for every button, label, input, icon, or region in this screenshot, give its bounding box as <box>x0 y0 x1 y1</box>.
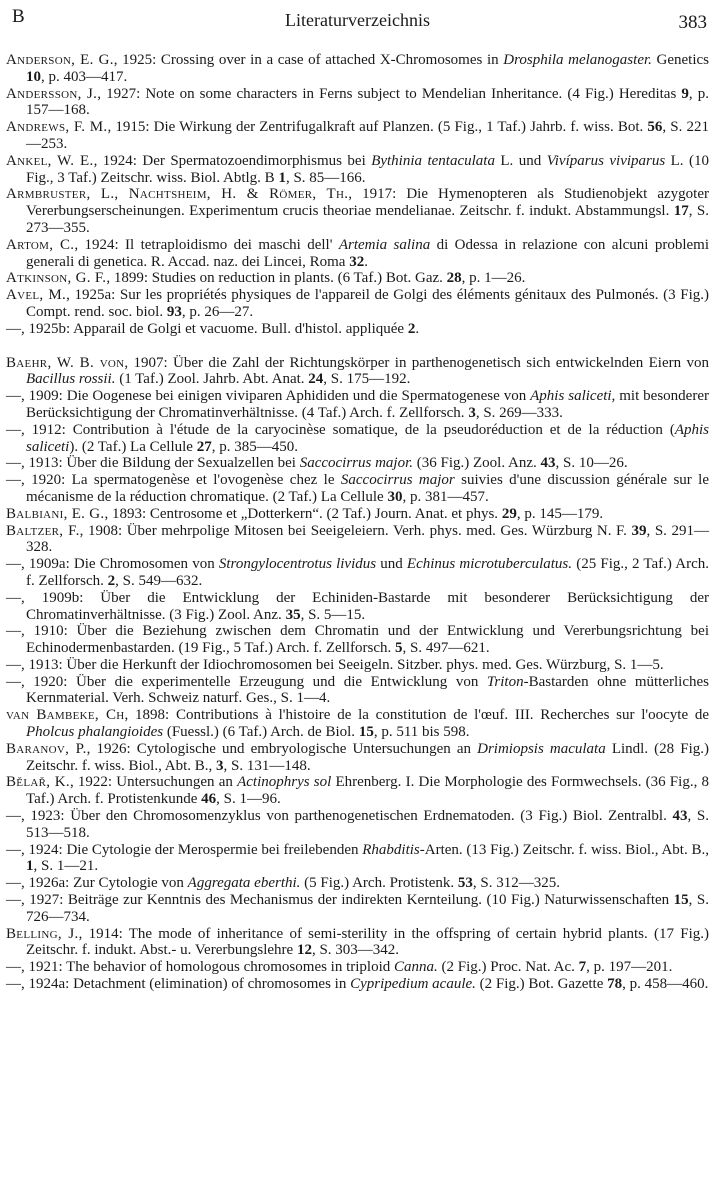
entry-text: (36 Fig.) Zool. Anz. <box>413 455 541 472</box>
entry-text: , S. 513—518. <box>26 808 709 841</box>
bibliography-entry <box>6 657 709 674</box>
entry-text: Ehrenberg. I. Die Morphologie des Formwechsels. (36 Fig., 8 Taf.) Arch. f. Protistenkunde <box>26 774 710 808</box>
entry-taxon: Rhabditis <box>362 841 420 858</box>
entry-taxon: Artemia salina <box>338 236 431 253</box>
entry-text: —, 1924a: Detachment (elimination) of chromosomes in <box>6 976 351 993</box>
entry-text: , 1907: Über die Zahl der Richtungskörper in parthenogenetisch sich entwickelnden Eiern von <box>124 354 709 371</box>
entry-text: , S. 131—148. <box>223 757 311 774</box>
entry-author: Artom, C. <box>6 236 75 253</box>
entry-volume: 3 <box>468 404 476 421</box>
entry-text: —, 1925b: Apparail de Golgi et vacuome. Bull. d'histol. appliquée <box>6 320 408 337</box>
entry-volume: 15 <box>358 724 374 741</box>
entry-text: , S. 85—166. <box>285 169 366 186</box>
entry-text: , 1914: The mode of inheritance of semi-sterility in the offspring of certain hybrid plants. (17 Fig.) Zeitschr. f. indukt. Abst.- u. Vererbungslehre <box>26 925 709 959</box>
entry-text: -Arten. (13 Fig.) Zeitschr. f. wiss. Biol., Abt. B., <box>419 841 709 858</box>
running-title: Literaturverzeichnis <box>285 10 430 30</box>
entry-volume: 43 <box>540 455 556 472</box>
bibliography-entry <box>6 422 709 456</box>
entry-text: —, 1909a: Die Chromosomen von <box>6 556 219 573</box>
entry-text: Lindl. (28 Fig.) Zeitschr. f. wiss. Biol., Abt. B., <box>26 740 710 774</box>
entry-volume: 2 <box>107 572 116 589</box>
entry-taxon: Triton <box>486 673 524 690</box>
page-number: 383 <box>678 12 707 33</box>
entry-text: —, 1913: Über die Bildung der Sexualzellen bei <box>6 455 300 472</box>
entry-text: —, 1921: The behavior of homologous chromosomes in triploid <box>6 959 395 976</box>
bibliography-entry <box>6 506 709 523</box>
entry-volume: 24 <box>308 371 324 388</box>
bibliography-entry <box>6 388 709 422</box>
bibliography-entry <box>6 808 709 842</box>
entry-volume: 17 <box>673 203 689 220</box>
entry-volume: 93 <box>166 303 182 320</box>
entry-taxon: Bythinia tentaculata <box>371 152 495 169</box>
bibliography-entry <box>6 842 709 876</box>
entry-text: —, 1920: La spermatogenèse et l'ovogenèse chez le <box>6 472 341 489</box>
entry-text: —, 1912: Contribution à l'étude de la caryocinèse somatique, de la pseudoréduction et de la réduction ( <box>6 421 675 438</box>
bibliography-entry <box>6 355 709 389</box>
entry-volume: 35 <box>285 606 301 623</box>
entry-taxon: Actinophrys sol <box>237 774 332 791</box>
bibliography-entry <box>6 287 709 321</box>
entry-text: , S. 175—192. <box>323 371 411 388</box>
entry-text: , S. 303—342. <box>311 942 400 959</box>
entry-text: —, 1923: Über den Chromosomenzyklus von parthenogenetischen Erdnematoden. (3 Fig.) Biol. Zentralbl. <box>6 808 673 825</box>
entry-text: , 1908: Über mehrpolige Mitosen bei Seeigeleiern. Verh. phys. med. Ges. Würzburg N. F. <box>79 522 632 539</box>
entry-text: , 1924: Il tetraploidismo dei maschi dell' <box>74 236 339 253</box>
bibliography-entry <box>6 321 709 338</box>
bibliography-entry <box>6 623 709 657</box>
entry-text: , S. 497—621. <box>402 640 490 657</box>
entry-text: , 1915: Die Wirkung der Zentrifugalkraft auf Planzen. (5 Fig., 1 Taf.) Jahrb. f. wiss. Bot. <box>107 119 648 136</box>
entry-volume: 53 <box>457 875 473 892</box>
entry-author: Andersson, J. <box>6 85 98 102</box>
entry-text: , p. 1—26. <box>461 270 526 287</box>
entry-author: Armbruster, L., Nachtsheim, H. & Römer, Th. <box>6 186 349 203</box>
entry-volume: 1 <box>278 169 286 186</box>
entry-author: Baehr, W. B. von <box>6 354 125 371</box>
entry-volume: 5 <box>394 640 403 657</box>
entry-taxon: Cypripedium acaule. <box>350 976 476 993</box>
bibliography-entry <box>6 472 709 506</box>
entry-volume: 1 <box>26 858 34 875</box>
entry-text: (25 Fig., 2 Taf.) Arch. f. Zellforsch. <box>26 556 709 589</box>
bibliography-entry <box>6 153 709 187</box>
entry-text: , 1926: Cytologische und embryologische Untersuchungen an <box>86 740 478 757</box>
entry-author: Balbiani, E. G. <box>6 505 105 522</box>
bibliography-entry <box>6 707 709 741</box>
entry-author: Belling, J. <box>6 925 79 942</box>
entry-text: , 1924: Der Spermatozoendimorphismus bei <box>93 152 372 169</box>
page-header <box>6 0 709 40</box>
entry-author: van Bambeke, Ch <box>6 707 125 724</box>
bibliography-entry <box>6 892 709 926</box>
entry-taxon: Saccocirrus major. <box>299 455 414 472</box>
bibliography-list <box>6 52 709 993</box>
entry-taxon: Strongylocentrotus lividus <box>218 556 377 573</box>
entry-text: —, 1926a: Zur Cytologie von <box>6 875 188 892</box>
entry-text: , S. 269—333. <box>475 404 563 421</box>
entry-text: , p. 385—450. <box>211 438 298 455</box>
entry-text: , S. 1—21. <box>33 858 99 875</box>
bibliography-entry <box>6 186 709 236</box>
entry-text: , S. 291—328. <box>26 522 709 556</box>
entry-text: (5 Fig.) Arch. Protistenk. <box>300 875 458 892</box>
entry-text: , p. 26—27. <box>181 303 254 320</box>
entry-taxon: Drosphila melanogaster. <box>503 52 652 68</box>
entry-volume: 28 <box>446 270 462 287</box>
entry-author: Andrews, F. M. <box>6 119 108 136</box>
entry-volume: 78 <box>607 976 623 993</box>
entry-text: , 1898: Contributions à l'histoire de la constitution de l'œuf. III. Recherches sur l'oocyte de <box>124 707 709 724</box>
entry-volume: 43 <box>672 808 688 825</box>
bibliography-entry <box>6 774 709 808</box>
entry-author: Avel, M. <box>6 287 67 304</box>
entry-text: , p. 157—168. <box>26 85 709 119</box>
entry-text: -Bastarden ohne mütterliches Kernmaterial. Verh. Schweiz naturf. Ges., S. 1—4. <box>26 673 709 707</box>
bibliography-entry <box>6 556 709 590</box>
entry-text: , 1899: Studies on reduction in plants. (6 Taf.) Bot. Gaz. <box>106 270 447 287</box>
entry-text: , p. 403—417. <box>41 68 128 85</box>
bibliography-entry <box>6 590 709 624</box>
entry-text: , S. 549—632. <box>115 572 203 589</box>
entry-taxon: Drimiopsis maculata <box>477 740 606 757</box>
entry-text: , p. 511 bis 598. <box>373 724 470 741</box>
entry-text: , 1925a: Sur les propriétés physiques de l'appareil de Golgi des éléments génitaux des Pulmonés. (3 Fig.) Compt. rend. soc. biol. <box>26 287 710 320</box>
entry-volume: 30 <box>387 488 403 505</box>
entry-text: , S. 221—253. <box>26 119 709 152</box>
entry-volume: 3 <box>216 757 224 774</box>
entry-taxon: Pholcus phalangioides <box>26 724 164 741</box>
entry-volume: 9 <box>681 85 689 102</box>
entry-taxon: Aphis saliceti <box>26 421 709 455</box>
entry-volume: 10 <box>26 68 41 85</box>
bibliography-entry <box>6 926 709 960</box>
entry-taxon: Aphis saliceti, <box>530 388 616 405</box>
entry-text: —, 1920: Über die experimentelle Erzeugung und die Entwicklung von <box>6 673 487 690</box>
entry-text: , 1922: Untersuchungen an <box>69 774 238 791</box>
entry-text: (2 Fig.) Proc. Nat. Ac. <box>437 959 579 976</box>
bibliography-entry <box>6 52 709 86</box>
bibliography-entry <box>6 523 709 557</box>
bibliography-entry <box>6 976 709 993</box>
entry-volume: 15 <box>673 892 689 909</box>
entry-text: , S. 726—734. <box>26 892 709 925</box>
entry-text: ). (2 Taf.) La Cellule <box>69 438 197 455</box>
bibliography-entry <box>6 875 709 892</box>
entry-volume: 27 <box>196 438 212 455</box>
bibliography-entry <box>6 741 709 775</box>
entry-volume: 29 <box>501 505 517 522</box>
entry-text: mit besonderer Berücksichtigung der Chromatinverhältnisse. (4 Taf.) Arch. f. Zellforsch. <box>26 388 709 421</box>
entry-text: , p. 381—457. <box>402 488 489 505</box>
entry-text: —, 1910: Über die Beziehung zwischen dem Chromatin und der Entwicklung und Vererbungsrichtung bei Echinodermenbastarden. (19 Fig., 5 Taf.) Arch. f. Zellforsch. <box>6 623 709 657</box>
entry-text: (2 Fig.) Bot. Gazette <box>475 976 608 993</box>
entry-volume: 46 <box>201 791 217 808</box>
entry-volume: 32 <box>349 253 365 270</box>
entry-text: (Fuessl.) (6 Taf.) Arch. de Biol. <box>163 724 359 741</box>
entry-text: —, 1913: Über die Herkunft der Idiochromosomen bei Seeigeln. Sitzber. phys. med. Ges. Würzburg, S. 1—5. <box>6 656 664 673</box>
entry-author: Atkinson, G. F. <box>6 270 107 287</box>
entry-text: —, 1909b: Über die Entwicklung der Echiniden-Bastarde mit besonderer Berücksichtigung der Chromatinverhältnisse. (3 Fig.) Zool. Anz. <box>6 589 709 623</box>
entry-volume: 12 <box>296 942 312 959</box>
entry-text: , S. 10—26. <box>555 455 628 472</box>
bibliography-entry <box>6 237 709 271</box>
entry-text: , 1927: Note on some characters in Ferns subject to Mendelian Inheritance. (4 Fig.) Hereditas <box>97 85 682 102</box>
entry-volume: 39 <box>631 522 647 539</box>
entry-text: Genetics <box>651 52 710 68</box>
entry-text: —, 1909: Die Oogenese bei einigen viviparen Aphididen und die Spermatogenese von <box>6 388 531 405</box>
entry-text: , p. 458—460. <box>622 976 709 993</box>
entry-author: Baranov, P. <box>6 740 87 757</box>
entry-text: —, 1927: Beiträge zur Kenntnis des Mechanismus der indirekten Kernteilung. (10 Fig.) Naturwissenschaften <box>6 892 674 909</box>
bibliography-entry <box>6 86 709 120</box>
entry-text: , 1925: Crossing over in a case of attached X-Chromosomes in <box>113 52 504 68</box>
entry-author: Bělař, K. <box>6 774 70 791</box>
entry-author: Baltzer, F. <box>6 522 80 539</box>
bibliography-entry <box>6 674 709 708</box>
entry-text: L. (10 Fig., 3 Taf.) Zeitschr. wiss. Biol. Abtlg. B <box>26 152 710 186</box>
entry-taxon: Vivíparus viviparus <box>546 152 666 169</box>
entry-text: suivies d'une discussion générale sur le mécanisme de la réduction chromatique. (2 Taf.) La Cellule <box>26 472 710 505</box>
entry-text: , S. 312—325. <box>472 875 561 892</box>
entry-taxon: Aggregata eberthi. <box>187 875 301 892</box>
entry-taxon: Canna. <box>394 959 438 976</box>
entry-text: (1 Taf.) Zool. Jahrb. Abt. Anat. <box>115 371 309 388</box>
entry-text: , 1917: Die Hymenopteren als Studienobjekt azygoter Vererbungserscheinungen. Experimentum crucis theoriae mendelianae. Zeitschr. f. indukt. Abstammungsl. <box>26 186 709 220</box>
bibliography-entry <box>6 455 709 472</box>
entry-volume: 56 <box>647 119 663 136</box>
entry-text: , S. 1—96. <box>216 791 281 808</box>
section-letter: B <box>12 6 25 27</box>
entry-taxon: Bacillus rossii. <box>26 371 116 388</box>
bibliography-entry <box>6 959 709 976</box>
entry-volume: 7 <box>578 959 587 976</box>
entry-taxon: Echinus microtuberculatus. <box>406 556 573 573</box>
entry-author: Ankel, W. E. <box>6 152 94 169</box>
bibliography-entry <box>6 119 709 153</box>
entry-text: , 1893: Centrosome et „Dotterkern“. (2 Taf.) Journ. Anat. et phys. <box>104 505 502 522</box>
bibliography-entry <box>6 270 709 287</box>
entry-text: . <box>415 320 420 337</box>
entry-text: , p. 145—179. <box>516 505 604 522</box>
entry-text: , S. 273—355. <box>26 203 710 236</box>
entry-text: L. und <box>494 152 547 169</box>
entry-text: —, 1924: Die Cytologie der Merospermie bei freilebenden <box>6 841 363 858</box>
entry-author: Anderson, E. G. <box>6 52 114 68</box>
entry-text: di Odessa in relazione con alcuni problemi generali di genetica. R. Accad. naz. dei Lincei, Roma <box>26 236 709 270</box>
entry-text: , p. 197—201. <box>586 959 673 976</box>
entry-taxon: Saccocirrus major <box>340 472 455 489</box>
entry-text: . <box>364 253 368 270</box>
entry-text: , S. 5—15. <box>300 606 366 623</box>
entry-text: und <box>376 556 407 573</box>
entry-volume: 2 <box>407 320 416 337</box>
